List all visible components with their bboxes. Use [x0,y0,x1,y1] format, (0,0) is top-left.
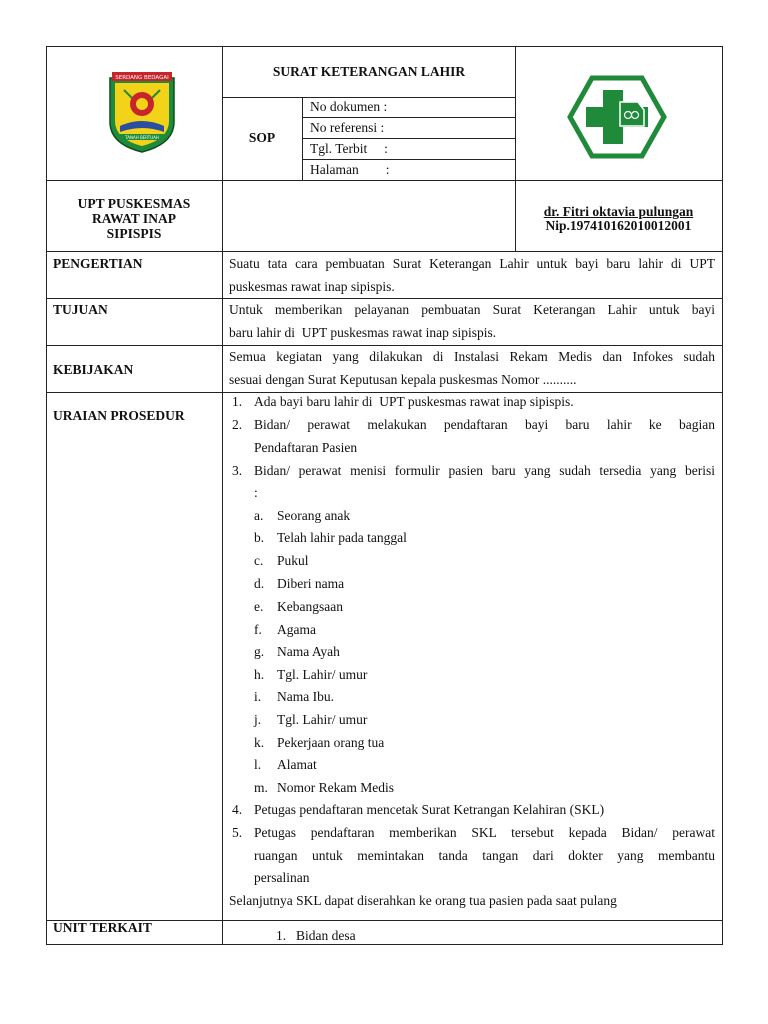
step-5-text-line-1: Petugas pendaftaran memberikan SKL tersebut kepada Bidan/ perawat [254,825,715,840]
doc-field-line-2 [302,138,516,139]
sub-item-value: Tgl. Lahir/ umur [277,712,368,727]
doc-field-halaman: Halaman : [310,162,390,177]
pengertian-label: PENGERTIAN [53,256,143,271]
sub-item-key: l. [254,757,262,772]
tujuan-label: TUJUAN [53,302,108,317]
step-3-text-line-1: Bidan/ perawat menisi formulir pasien baru yang sudah tersedia yang berisi [254,463,715,478]
signer-name: dr. Fitri oktavia pulungan [543,204,694,219]
doc-field-line-1 [302,117,516,118]
org-name-line-1: UPT PUSKESMAS [77,196,191,211]
procedure-closing-text: Selanjutnya SKL dapat diserahkan ke orang tua pasien pada saat pulang [229,893,617,908]
doc-field-no-referensi: No referensi : [310,120,385,135]
document-title: SURAT KETERANGAN LAHIR [272,64,466,79]
pengertian-text-line-1: Suatu tata cara pembuatan Surat Keterangan Lahir untuk bayi baru lahir di UPT [229,256,715,271]
unit-item-number: 1. [276,928,287,943]
step-2-number: 2. [232,417,243,432]
org-name-line-3: SIPISPIS [106,226,162,241]
sub-item-key: b. [254,530,265,545]
tujuan-text-line-1: Untuk memberikan pelayanan pembuatan Surat Keterangan Lahir untuk bayi [229,302,715,317]
header-row-line [46,180,723,181]
pengertian-bottom-line [46,298,723,299]
step-2-text-line-2: Pendaftaran Pasien [254,440,358,455]
sub-item-key: f. [254,622,262,637]
sub-item-value: Nomor Rekam Medis [277,780,394,795]
step-1-text: Ada bayi baru lahir di UPT puskesmas rawat inap sipispis. [254,394,574,409]
kebijakan-text-line-2: sesuai dengan Surat Keputusan kepala puskesmas Nomor .......... [229,372,577,387]
org-row-bottom-line [46,251,723,252]
sub-item-value: Agama [277,622,316,637]
sub-item-value: Pukul [277,553,309,568]
doc-field-no-dokumen: No dokumen : [310,99,388,114]
sub-item-value: Pekerjaan orang tua [277,735,385,750]
step-5-text-line-3: persalinan [254,870,310,885]
kebijakan-text-line-1: Semua kegiatan yang dilakukan di Instalasi Rekam Medis dan Infokes sudah [229,349,715,364]
doc-field-tgl-terbit: Tgl. Terbit : [310,141,388,156]
svg-text:SERDANG BEDAGAI: SERDANG BEDAGAI [115,75,169,81]
step-5-number: 5. [232,825,243,840]
sub-item-key: h. [254,667,265,682]
signer-nip: Nip.197410162010012001 [545,218,692,233]
sub-item-value: Kebangsaan [277,599,343,614]
sub-item-value: Alamat [277,757,317,772]
tujuan-text-line-2: baru lahir di UPT puskesmas rawat inap sipispis. [229,325,497,340]
tujuan-bottom-line [46,345,723,346]
sub-item-key: j. [254,712,262,727]
step-1-number: 1. [232,394,243,409]
step-4-number: 4. [232,802,243,817]
unit-terkait-label: UNIT TERKAIT [53,920,152,935]
uraian-prosedur-label: URAIAN PROSEDUR [53,408,185,423]
pengertian-text-line-2: puskesmas rawat inap sipispis. [229,279,395,294]
sub-item-key: k. [254,735,265,750]
puskesmas-logo [566,74,668,160]
sub-item-key: e. [254,599,264,614]
sub-item-value: Tgl. Lahir/ umur [277,667,368,682]
step-4-text: Petugas pendaftaran mencetak Surat Ketrangan Kelahiran (SKL) [254,802,605,817]
sub-item-key: i. [254,689,262,704]
doc-field-line-3 [302,159,516,160]
sub-item-value: Nama Ibu. [277,689,334,704]
step-5-text-line-2: ruangan untuk memintakan tanda tangan dari dokter yang membantu [254,848,715,863]
step-3-number: 3. [232,463,243,478]
step-2-text-line-1: Bidan/ perawat melakukan pendaftaran bayi baru lahir ke bagian [254,417,715,432]
org-name-line-2: RAWAT INAP [92,211,176,226]
sub-item-value: Diberi nama [277,576,345,591]
sub-item-key: a. [254,508,264,523]
step-3-text-line-2: : [254,485,258,500]
unit-item-text: Bidan desa [296,928,356,943]
kebijakan-label: KEBIJAKAN [53,362,134,377]
table-border-bottom [46,944,723,945]
sub-item-key: d. [254,576,265,591]
sub-item-key: m. [254,780,268,795]
sub-item-value: Telah lahir pada tanggal [277,530,407,545]
svg-text:TANAH BERTUAH: TANAH BERTUAH [125,135,159,140]
sub-item-key: g. [254,644,265,659]
sop-label: SOP [248,130,276,145]
table-border-top [46,46,723,47]
sub-item-key: c. [254,553,264,568]
serdang-bedagai-logo [106,70,178,154]
sub-item-value: Seorang anak [277,508,351,523]
sub-item-value: Nama Ayah [277,644,340,659]
